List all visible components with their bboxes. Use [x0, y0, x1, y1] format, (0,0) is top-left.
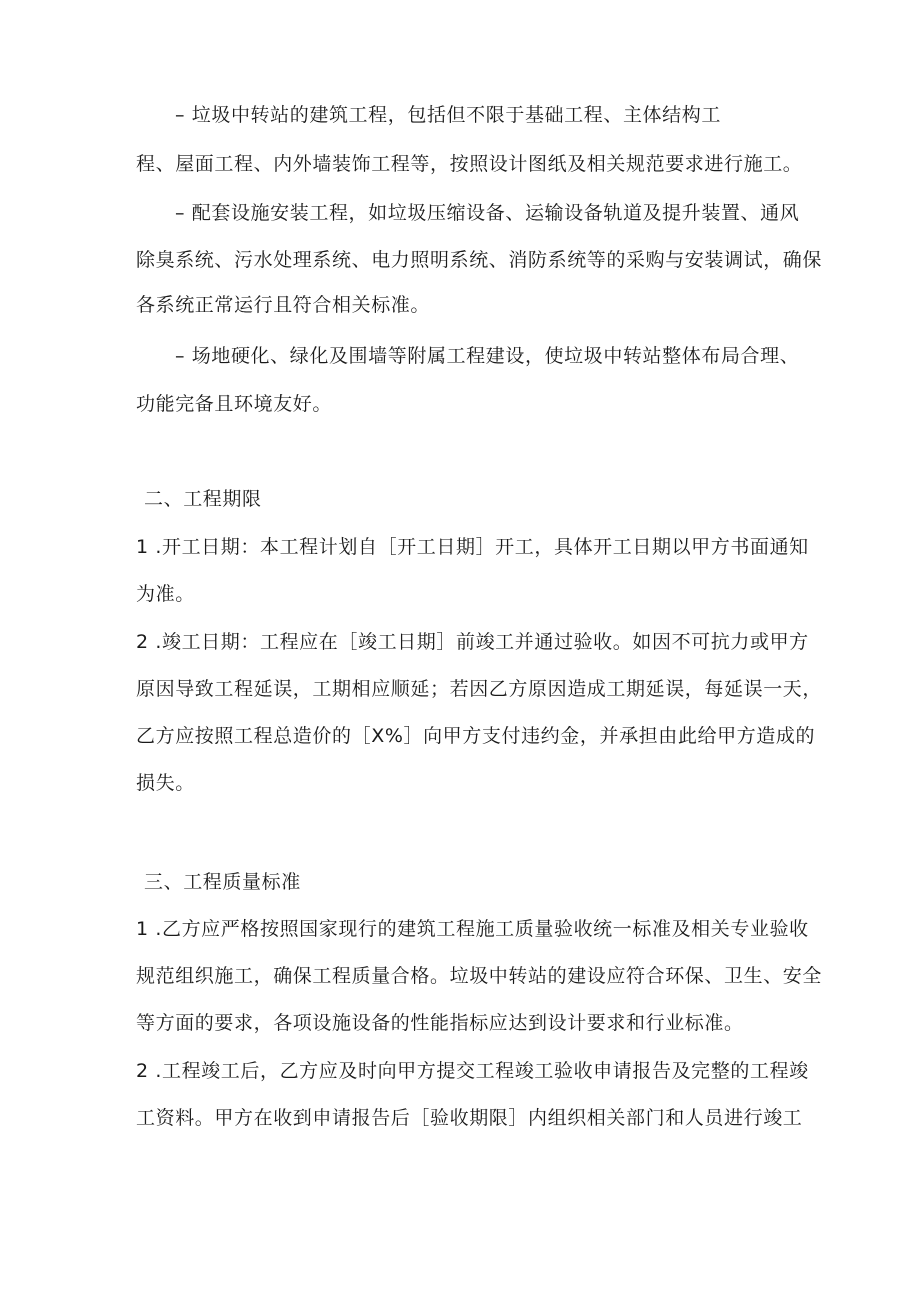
- scope-item-2-line-1: – 配套设施安装工程，如垃圾压缩设备、运输设备轨道及提升装置、通风: [175, 202, 800, 224]
- section-heading-duration: 二、工程期限: [144, 488, 262, 510]
- scope-item-1-line-1: – 垃圾中转站的建筑工程，包括但不限于基础工程、主体结构工: [175, 104, 721, 126]
- quality-item-1-line-1: 1 .乙方应严格按照国家现行的建筑工程施工质量验收统一标准及相关专业验收: [136, 918, 809, 940]
- quality-item-1-line-2: 规范组织施工，确保工程质量合格。垃圾中转站的建设应符合环保、卫生、安全: [136, 965, 823, 987]
- quality-item-1-line-3: 等方面的要求，各项设施设备的性能指标应达到设计要求和行业标准。: [136, 1012, 744, 1034]
- scope-item-1-line-2: 程、屋面工程、内外墙装饰工程等，按照设计图纸及相关规范要求进行施工。: [136, 153, 803, 175]
- section-heading-quality: 三、工程质量标准: [144, 871, 301, 893]
- duration-item-2-line-2: 原因导致工程延误，工期相应顺延；若因乙方原因造成工期延误，每延误一天，: [136, 678, 823, 700]
- quality-item-2-line-1: 2 .工程竣工后，乙方应及时向甲方提交工程竣工验收申请报告及完整的工程竣: [136, 1060, 809, 1082]
- scope-item-2-line-3: 各系统正常运行且符合相关标准。: [136, 294, 431, 316]
- duration-item-2-line-1: 2 .竣工日期：工程应在［竣工日期］前竣工并通过验收。如因不可抗力或甲方: [136, 631, 809, 653]
- scope-item-3-line-2: 功能完备且环境友好。: [136, 393, 333, 415]
- scope-item-3-line-1: – 场地硬化、绿化及围墙等附属工程建设，使垃圾中转站整体布局合理、: [175, 345, 800, 367]
- scope-item-2-line-2: 除臭系统、污水处理系统、电力照明系统、消防系统等的采购与安装调试，确保: [136, 249, 823, 271]
- duration-item-2-line-4: 损失。: [136, 772, 195, 794]
- duration-item-1-line-2: 为准。: [136, 583, 195, 605]
- quality-item-2-line-2: 工资料。甲方在收到申请报告后［验收期限］内组织相关部门和人员进行竣工: [136, 1107, 803, 1129]
- duration-item-2-line-3: 乙方应按照工程总造价的［X%］向甲方支付违约金，并承担由此给甲方造成的: [136, 725, 816, 747]
- duration-item-1-line-1: 1 .开工日期：本工程计划自［开工日期］开工，具体开工日期以甲方书面通知: [136, 536, 809, 558]
